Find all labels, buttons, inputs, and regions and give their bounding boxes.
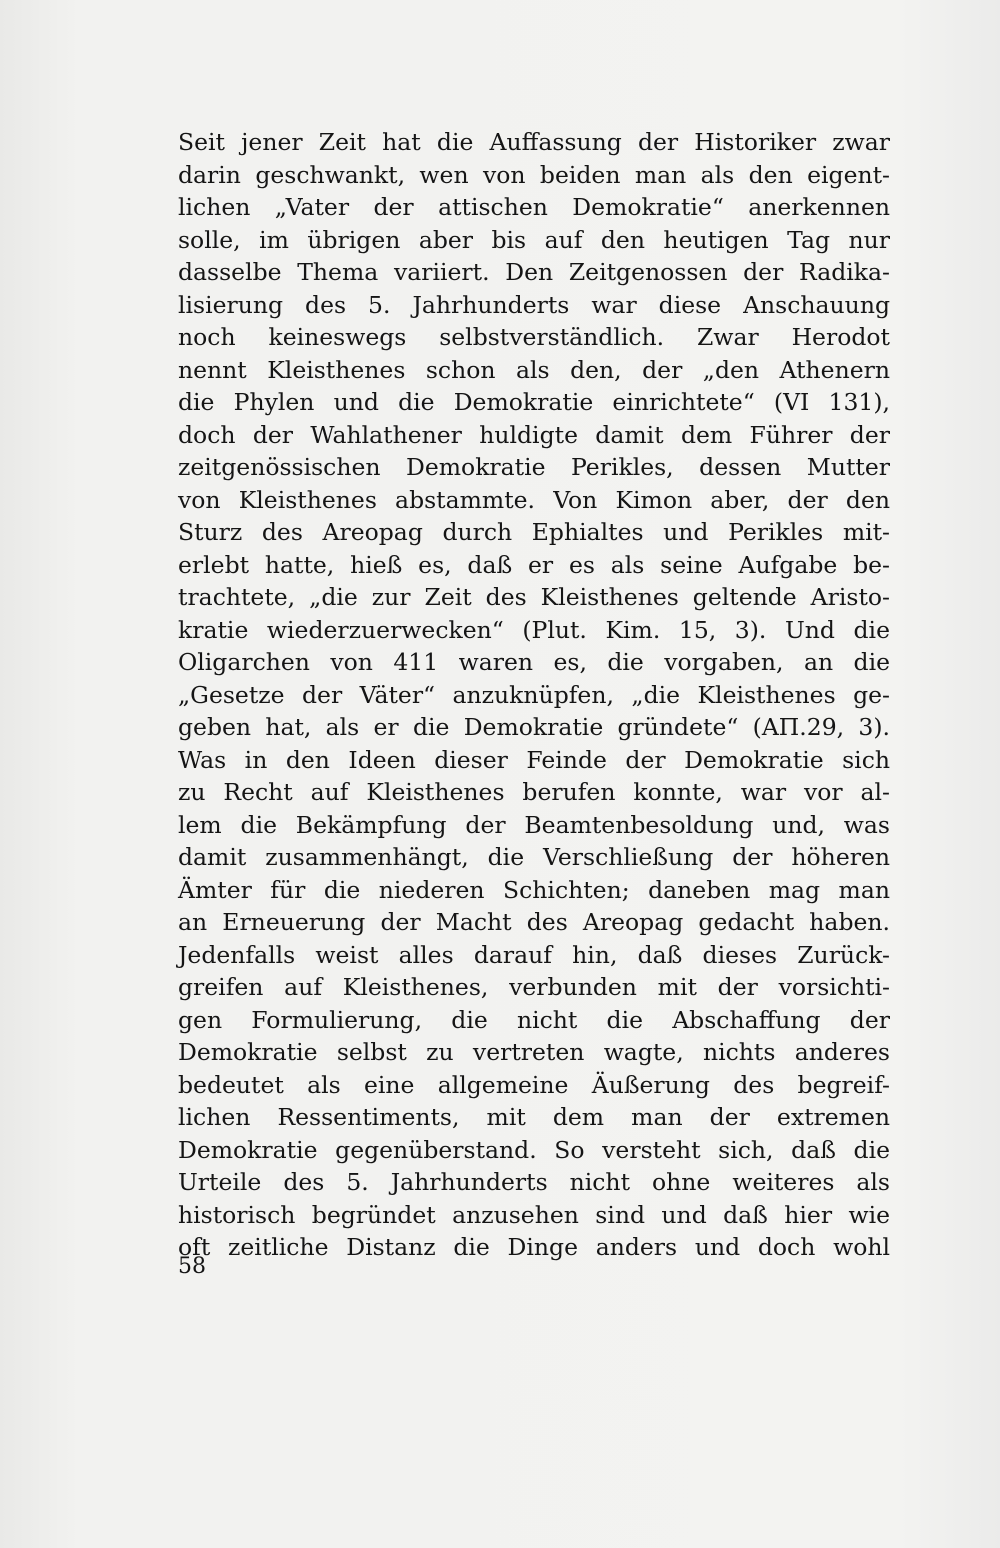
text-line: greifen auf Kleisthenes, verbunden mit der vorsichti- (178, 973, 890, 1001)
text-line: damit zusammenhängt, die Verschließung der höheren (178, 843, 890, 871)
text-line: Seit jener Zeit hat die Auffassung der Historiker zwar (178, 128, 890, 156)
text-line: lisierung des 5. Jahrhunderts war diese Anschauung (178, 290, 890, 319)
body-text (178, 126, 890, 1264)
text-line: Oligarchen von 411 waren es, die vorgaben, an die (178, 648, 890, 676)
text-line: kratie wiederzuerwecken“ (Plut. Kim. 15, 3). Und die (178, 615, 890, 644)
text-line: Ämter für die niederen Schichten; daneben mag man (178, 875, 890, 904)
text-line: doch der Wahlathener huldigte damit dem Führer der (178, 420, 890, 449)
text-line: bedeutet als eine allgemeine Äußerung des begreif- (178, 1070, 890, 1099)
text-line: zu Recht auf Kleisthenes berufen konnte, war vor al- (178, 778, 890, 806)
text-line: gen Formulierung, die nicht die Abschaffung der (178, 1005, 890, 1034)
text-line: an Erneuerung der Macht des Areopag gedacht haben. (178, 908, 890, 936)
text-line: zeitgenössischen Demokratie Perikles, dessen Mutter (178, 453, 890, 481)
text-line: die Phylen und die Demokratie einrichtete“ (VI 131), (178, 388, 890, 416)
text-line: Demokratie selbst zu vertreten wagte, nichts anderes (178, 1038, 890, 1066)
text-line: solle, im übrigen aber bis auf den heutigen Tag nur (178, 225, 890, 254)
text-line: noch keineswegs selbstverständlich. Zwar Herodot (178, 323, 890, 351)
text-line: „Gesetze der Väter“ anzuknüpfen, „die Kleisthenes ge- (178, 680, 890, 709)
text-line: historisch begründet anzusehen sind und daß hier wie (178, 1200, 890, 1229)
page-number: 58 (178, 1254, 206, 1279)
text-line: geben hat, als er die Demokratie gründete“ (AП.29, 3). (178, 713, 890, 741)
text-line: Was in den Ideen dieser Feinde der Demokratie sich (178, 745, 890, 774)
text-line: trachtete, „die zur Zeit des Kleisthenes geltende Aristo- (178, 583, 890, 611)
text-line: erlebt hatte, hieß es, daß er es als seine Aufgabe be- (178, 550, 890, 579)
text-line: Jedenfalls weist alles darauf hin, daß dieses Zurück- (178, 940, 890, 969)
text-line: darin geschwankt, wen von beiden man als den eigent- (178, 160, 890, 189)
text-line: nennt Kleisthenes schon als den, der „den Athenern (178, 355, 890, 384)
text-line: dasselbe Thema variiert. Den Zeitgenossen der Radika- (178, 258, 890, 286)
text-line: Sturz des Areopag durch Ephialtes und Perikles mit- (178, 518, 890, 546)
text-line: von Kleisthenes abstammte. Von Kimon aber, der den (178, 485, 890, 514)
text-line: oft zeitliche Distanz die Dinge anders und doch wohl (178, 1233, 890, 1261)
text-line: lichen Ressentiments, mit dem man der extremen (178, 1103, 890, 1131)
text-line: Urteile des 5. Jahrhunderts nicht ohne weiteres als (178, 1168, 890, 1196)
text-line: Demokratie gegenüberstand. So versteht sich, daß die (178, 1135, 890, 1164)
text-line: lem die Bekämpfung der Beamtenbesoldung und, was (178, 810, 890, 839)
text-line: lichen „Vater der attischen Demokratie“ anerkennen (178, 193, 890, 221)
